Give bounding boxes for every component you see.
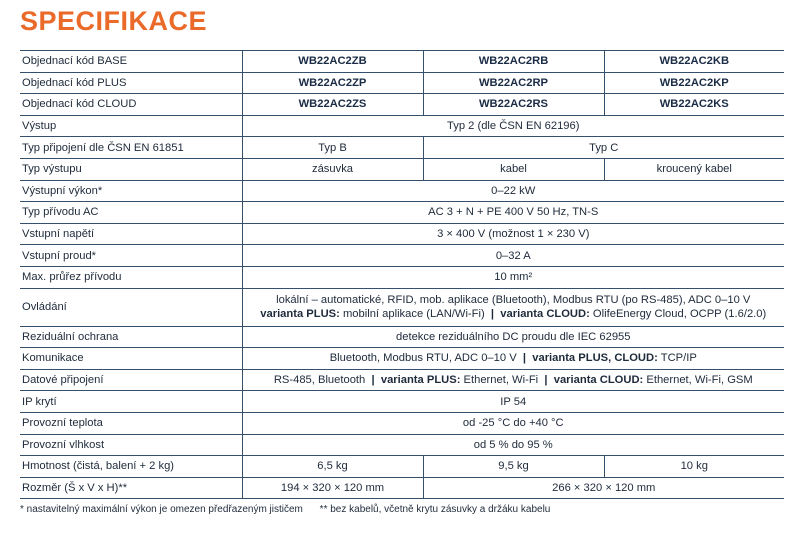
output-type-socket: zásuvka: [242, 158, 423, 180]
row-label: Objednací kód PLUS: [20, 72, 242, 94]
order-code-kb: WB22AC2KB: [604, 51, 784, 73]
footnotes: [20, 504, 564, 515]
row-label: Výstup: [20, 115, 242, 137]
row-label: Typ přívodu AC: [20, 202, 242, 224]
connection-type-b: Typ B: [242, 137, 423, 159]
output-type-cable: kabel: [423, 158, 604, 180]
data-connection-text: RS-485, Bluetooth: [273, 374, 366, 387]
max-cross-section-value: 10 mm²: [242, 266, 784, 288]
communication-text-2: TCP/IP: [657, 352, 697, 365]
variant-plus-text: Ethernet, Wi-Fi: [460, 374, 539, 387]
row-operating-temperature: [20, 412, 784, 434]
row-label: Vstupní proud*: [20, 245, 242, 267]
order-code-zb: WB22AC2ZB: [242, 51, 423, 73]
footnote-power: * nastavitelný maximální výkon je omezen předřazeným jističem: [20, 504, 303, 515]
variant-plus-label: varianta PLUS:: [380, 374, 461, 387]
variant-cloud-label: varianta CLOUD:: [500, 308, 590, 321]
row-data-connection: [20, 369, 784, 391]
row-output-power: [20, 180, 784, 202]
control-value: [242, 288, 784, 326]
row-label: Max. průřez přívodu: [20, 266, 242, 288]
row-communication: [20, 348, 784, 370]
order-code-rs: WB22AC2RS: [423, 94, 604, 116]
row-connection-type: [20, 137, 784, 159]
row-label: Vstupní napětí: [20, 223, 242, 245]
row-label: Výstupní výkon*: [20, 180, 242, 202]
row-label: Ovládání: [20, 288, 242, 326]
communication-value: [242, 348, 784, 370]
weight-cable: 9,5 kg: [423, 456, 604, 478]
control-line-1: lokální – automatické, RFID, mob. aplikace (Bluetooth), Modbus RTU (po RS-485), ADC 0–10 V: [276, 293, 751, 306]
order-code-zp: WB22AC2ZP: [242, 72, 423, 94]
residual-protection-value: detekce reziduálního DC proudu dle IEC 62955: [242, 326, 784, 348]
order-code-kp: WB22AC2KP: [604, 72, 784, 94]
row-output: [20, 115, 784, 137]
variant-cloud-label: varianta CLOUD:: [553, 374, 644, 387]
output-power-value: 0–22 kW: [242, 180, 784, 202]
row-input-voltage: [20, 223, 784, 245]
connection-type-c: Typ C: [423, 137, 784, 159]
operating-humidity-value: od 5 % do 95 %: [242, 434, 784, 456]
page-title: SPECIFIKACE: [20, 6, 208, 36]
communication-text: Bluetooth, Modbus RTU, ADC 0–10 V: [329, 352, 517, 365]
separator: |: [538, 374, 554, 387]
row-label: IP krytí: [20, 391, 242, 413]
variant-plus-text: mobilní aplikace (LAN/Wi-Fi): [339, 308, 485, 321]
row-label: Provozní vlhkost: [20, 434, 242, 456]
ip-rating-value: IP 54: [242, 391, 784, 413]
weight-coiled-cable: 10 kg: [604, 456, 784, 478]
control-line-2: [243, 307, 785, 322]
output-value: Typ 2 (dle ČSN EN 62196): [242, 115, 784, 137]
row-dimensions: [20, 477, 784, 499]
row-order-code-plus: [20, 72, 784, 94]
variant-plus-cloud-label: varianta PLUS, CLOUD:: [532, 352, 658, 365]
dimensions-socket: 194 × 320 × 120 mm: [242, 477, 423, 499]
order-code-rb: WB22AC2RB: [423, 51, 604, 73]
ac-supply-value: AC 3 + N + PE 400 V 50 Hz, TN-S: [242, 202, 784, 224]
data-connection-value: [242, 369, 784, 391]
row-ip-rating: [20, 391, 784, 413]
order-code-ks: WB22AC2KS: [604, 94, 784, 116]
row-label: Komunikace: [20, 348, 242, 370]
footnote-dimensions: ** bez kabelů, včetně krytu zásuvky a držáku kabelu: [319, 504, 551, 515]
spec-table: [20, 50, 784, 499]
separator: |: [484, 308, 501, 321]
row-residual-protection: [20, 326, 784, 348]
order-code-zs: WB22AC2ZS: [242, 94, 423, 116]
row-label: Hmotnost (čistá, balení + 2 kg): [20, 456, 242, 478]
row-label: Reziduální ochrana: [20, 326, 242, 348]
row-label: Typ výstupu: [20, 158, 242, 180]
operating-temperature-value: od -25 °C do +40 °C: [242, 412, 784, 434]
separator: |: [365, 374, 381, 387]
row-order-code-cloud: [20, 94, 784, 116]
row-operating-humidity: [20, 434, 784, 456]
row-control: [20, 288, 784, 326]
row-ac-supply: [20, 202, 784, 224]
order-code-rp: WB22AC2RP: [423, 72, 604, 94]
row-label: Objednací kód CLOUD: [20, 94, 242, 116]
variant-cloud-text: OlifeEnergy Cloud, OCPP (1.6/2.0): [589, 308, 767, 321]
dimensions-cable: 266 × 320 × 120 mm: [423, 477, 784, 499]
row-label: Provozní teplota: [20, 412, 242, 434]
variant-plus-label: varianta PLUS:: [260, 308, 340, 321]
row-order-code-base: [20, 51, 784, 73]
variant-cloud-text: Ethernet, Wi-Fi, GSM: [643, 374, 753, 387]
output-type-coiled-cable: kroucený kabel: [604, 158, 784, 180]
row-label: Rozměr (Š x V x H)**: [20, 477, 242, 499]
separator: |: [516, 352, 533, 365]
row-label: Datové připojení: [20, 369, 242, 391]
row-label: Typ připojení dle ČSN EN 61851: [20, 137, 242, 159]
input-voltage-value: 3 × 400 V (možnost 1 × 230 V): [242, 223, 784, 245]
row-input-current: [20, 245, 784, 267]
row-output-type: [20, 158, 784, 180]
row-weight: [20, 456, 784, 478]
input-current-value: 0–32 A: [242, 245, 784, 267]
row-label: Objednací kód BASE: [20, 51, 242, 73]
weight-socket: 6,5 kg: [242, 456, 423, 478]
row-max-cross-section: [20, 266, 784, 288]
